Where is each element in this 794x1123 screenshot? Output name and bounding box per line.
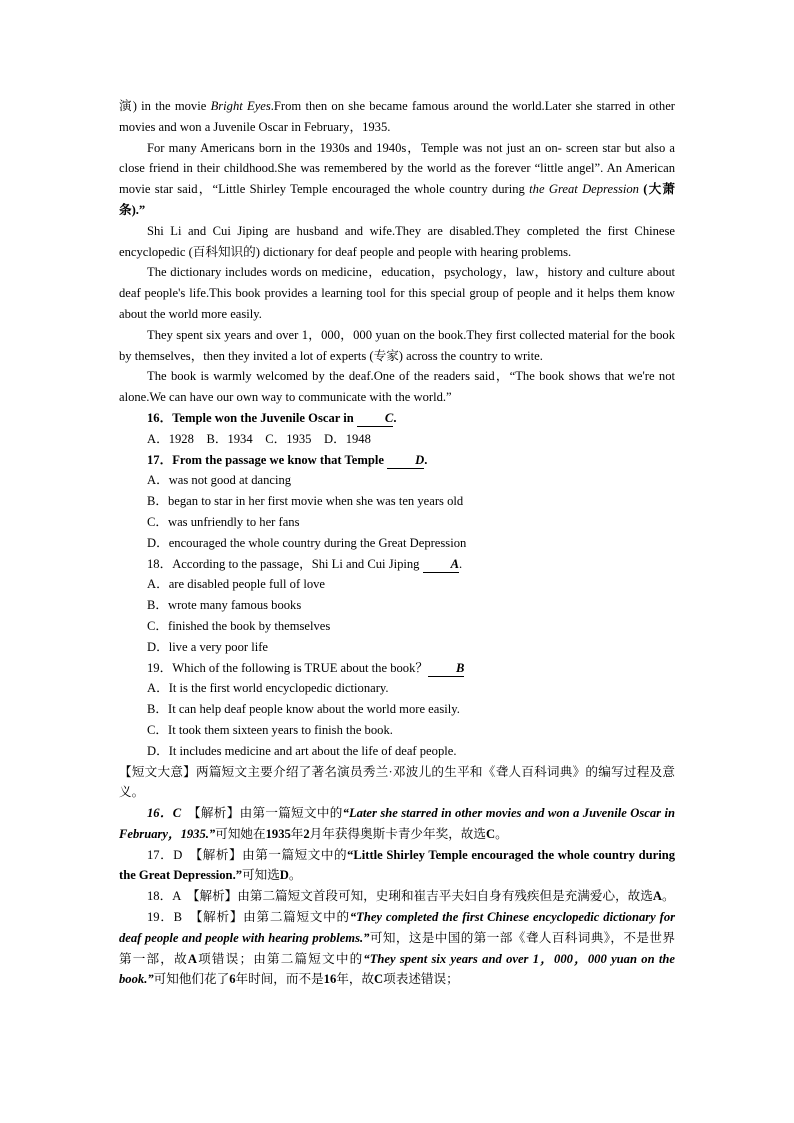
option: A．was not good at dancing xyxy=(147,473,292,488)
text: 由第二篇短文中的 xyxy=(243,910,350,925)
text: 2 xyxy=(303,826,310,841)
text: . xyxy=(459,556,463,571)
analysis-16 xyxy=(119,803,675,845)
answer-number: 16．C xyxy=(147,806,182,821)
option: A．are disabled people full of love xyxy=(147,577,326,592)
passage-paragraph-3: Shi Li and Cui Jiping are husband and wife.They are disabled.They completed the first Chinese encyclopedic (百科知识的) dictionary for deaf people and people with hearing problems. xyxy=(119,223,675,259)
option: D．encouraged the whole country during the Great Depression xyxy=(147,535,467,550)
quote: “They completed the first Chinese encyclopedic dictionary for deaf people and people with hearing problems.” xyxy=(119,910,676,945)
text: For many Americans born in the 1930s and 1940s，Temple was not just an on- screen star but also a close friend in their childhood.She was remembered by the world as the forever “little angel”. An American movie star said，“Little Shirley Temple encouraged the whole country during xyxy=(119,140,675,197)
option: B．began to star in her first movie when she was ten years old xyxy=(147,494,464,509)
analysis-tag: 【解析】 xyxy=(193,889,238,904)
question-stem: 16．Temple won the Juvenile Oscar in xyxy=(147,410,357,425)
text: 6 xyxy=(229,972,236,987)
quote: “Later she starred in other movies and won a Juvenile Oscar in February，1935.” xyxy=(119,806,676,841)
text: A xyxy=(652,889,662,904)
text: C xyxy=(485,826,496,841)
question-16-options: A．1928 B．1934 C．1935 D．1948 xyxy=(147,431,371,446)
text: D xyxy=(279,868,289,883)
analysis-tag: 【解析】 xyxy=(195,847,243,862)
quote: “Little Shirley Temple encouraged the whole country during the Great Depression.” xyxy=(119,847,675,883)
text: . xyxy=(393,410,397,425)
summary-label: 【短文大意】 xyxy=(119,764,196,779)
analysis-17 xyxy=(119,845,675,887)
text: 年 xyxy=(290,826,304,841)
text: 可知他们花了 xyxy=(153,972,230,987)
text: .From then on she became famous around the world.Later she starred in other movies and won a Juvenile Oscar in February，1935. xyxy=(119,99,676,134)
passage-paragraph-2 xyxy=(119,138,675,221)
passage-paragraph-4: The dictionary includes words on medicine，education，psychology，law，history and culture about deaf people's life.This book provides a learning tool for this special group of people and it helps them know about the world more easily. xyxy=(119,265,675,321)
passage-paragraph-5: They spent six years and over 1，000，000 yuan on the book.They first collected material for the book by themselves，then they invited a lot of experts (专家) across the country to write. xyxy=(119,327,675,363)
analysis-19 xyxy=(119,907,675,990)
text: 可知她在 xyxy=(215,826,266,841)
answer-blank: D xyxy=(387,453,424,469)
answer-blank: C xyxy=(357,411,393,427)
option: B．wrote many famous books xyxy=(147,598,302,613)
movie-title: Bright Eyes xyxy=(210,99,271,113)
question-stem: 17．From the passage we know that Temple xyxy=(147,452,388,467)
text: 。 xyxy=(495,826,508,841)
text: 月年获得奥斯卡青少年奖，故选 xyxy=(309,826,486,841)
answer-number: 18．A xyxy=(147,889,181,904)
text: 项错误；由第二篇短文中的 xyxy=(196,951,364,966)
text: 。 xyxy=(661,889,675,904)
text: 项表述错误； xyxy=(383,972,459,987)
text: 年时间，而不是 xyxy=(235,972,324,987)
answer-blank: A xyxy=(423,557,459,573)
text: 年，故 xyxy=(336,972,375,987)
text: 由第一篇短文中的 xyxy=(239,806,343,821)
text: A xyxy=(187,951,197,966)
text: 可知，这是中国的第一部《聋人百科词典》，不是世界第一部，故 xyxy=(119,930,676,966)
document-page xyxy=(119,96,675,990)
text: 16 xyxy=(323,972,337,987)
text: 可知选 xyxy=(242,868,280,883)
answer-number: 19．B xyxy=(147,910,183,925)
quote: “They spent six years and over 1，000，000 yuan on the book.” xyxy=(119,951,676,987)
summary xyxy=(119,762,675,804)
option: C．was unfriendly to her fans xyxy=(147,514,300,529)
text: (大萧条).” xyxy=(119,182,676,217)
text: C xyxy=(374,972,384,987)
question-stem: 19．Which of the following is TRUE about the book？ xyxy=(147,660,428,675)
text: 演) in the movie xyxy=(119,99,211,113)
text: 1935 xyxy=(265,826,291,841)
summary-text: 两篇短文主要介绍了著名演员秀兰·邓波儿的生平和《聋人百科词典》的编写过程及意义。 xyxy=(119,764,675,800)
question-16 xyxy=(119,408,675,429)
option: D．It includes medicine and art about the life of deaf people. xyxy=(147,743,457,758)
question-19 xyxy=(119,658,675,679)
text: 由第二篇短文首段可知，史琍和崔吉平夫妇自身有残疾但是充满爱心，故选 xyxy=(237,889,653,904)
analysis-18 xyxy=(119,886,675,907)
answer-blank: B xyxy=(428,661,464,677)
option: A．It is the first world encyclopedic dictionary. xyxy=(147,681,389,696)
option: C．It took them sixteen years to finish the book. xyxy=(147,722,393,737)
italic-term: the Great Depression xyxy=(529,182,639,197)
question-18 xyxy=(119,554,675,575)
option: B．It can help deaf people know about the world more easily. xyxy=(147,702,460,717)
question-17 xyxy=(119,450,675,471)
passage-paragraph-1 xyxy=(119,96,675,138)
passage-paragraph-6: The book is warmly welcomed by the deaf.One of the readers said，“The book shows that we're not alone.We can have our own way to communicate with the world.” xyxy=(119,369,675,405)
text: . xyxy=(424,452,428,467)
text: 。 xyxy=(288,868,302,883)
option: C．finished the book by themselves xyxy=(147,618,331,633)
analysis-tag: 【解析】 xyxy=(196,910,244,925)
answer-number: 17．D xyxy=(147,847,183,862)
question-stem: 18．According to the passage，Shi Li and Cui Jiping xyxy=(147,556,423,571)
text: 由第一篇短文中的 xyxy=(242,847,348,862)
analysis-tag: 【解析】 xyxy=(194,806,240,821)
option: D．live a very poor life xyxy=(147,639,268,654)
